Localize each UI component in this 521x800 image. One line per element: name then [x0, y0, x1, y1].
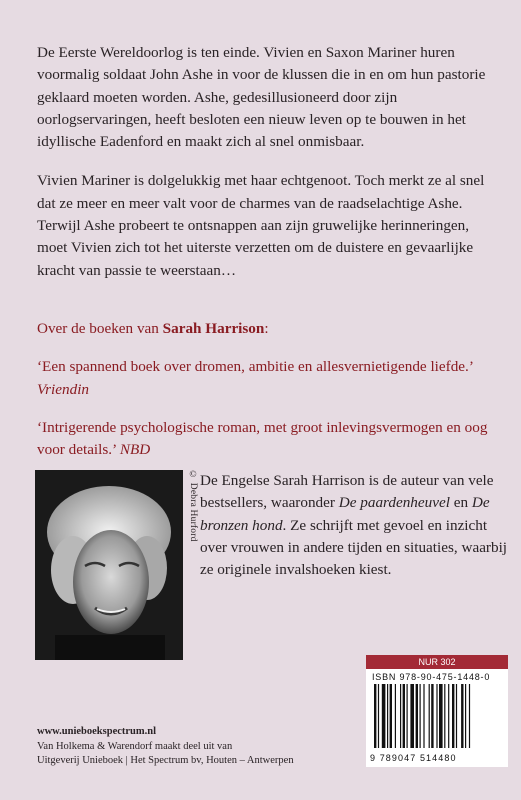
bio-text-1: De Engelse Sarah Harrison is de auteur van vele bestsellers, waaronder	[200, 472, 494, 512]
review-1	[37, 356, 502, 401]
bio-text-3: . Ze schrijft met gevoel en inzicht over vrouwen in andere tijden en situaties, waarbij ze originele invalshoeken kiest.	[200, 516, 508, 579]
review-1-quote: ‘Een spannend boek over dromen, ambitie en allesvernietigende liefde.’	[37, 358, 474, 376]
publisher-url: www.unieboekspectrum.nl	[37, 726, 157, 737]
blurb	[37, 42, 495, 299]
bio-book-title-1: De paardenheuvel	[338, 494, 450, 512]
publisher-info	[37, 725, 367, 769]
author-photo	[35, 470, 183, 660]
review-2-quote: ‘Intrigerende psychologische roman, met groot inlevingsvermogen en oog voor details.’	[37, 418, 488, 459]
barcode-digits: 9 789047 514480	[370, 753, 457, 763]
reviews-intro	[37, 318, 502, 340]
barcode-icon	[374, 684, 500, 748]
reviews-intro-colon: :	[264, 320, 269, 337]
blurb-paragraph-1: De Eerste Wereldoorlog is ten einde. Vivien en Saxon Mariner huren voormalig soldaat John Ashe in voor de klussen die in en om hun pastorie geklaard moeten worden. Ashe, gedesillusioneerd door zijn oorlogservaringen, heeft besloten een nieuw leven op te bouwen in het idyllische Eadenford en maakt zich al snel onmisbaar.	[37, 44, 486, 151]
review-2-source: NBD	[119, 441, 151, 459]
isbn-label: ISBN 978-90-475-1448-0	[372, 672, 491, 682]
bio-text-2: en	[449, 494, 472, 512]
reviews	[37, 318, 502, 477]
publisher-line-2: Uitgeverij Unieboek | Het Spectrum bv, Houten – Antwerpen	[37, 755, 294, 766]
nur-label: NUR 302	[366, 655, 508, 669]
publisher-line-1: Van Holkema & Warendorf maakt deel uit van	[37, 740, 233, 752]
blurb-paragraph-2: Vivien Mariner is dolgelukkig met haar echtgenoot. Toch merkt ze al snel dat ze meer en meer valt voor de charmes van de raadselachtige Ashe. Terwijl Ashe probeert te ontsnappen aan zijn gruwelijke herinneringen, moet Vivien zich tot het uiterste verzetten om de duistere en gevaarlijke kracht van passie te weerstaan…	[37, 172, 485, 279]
review-1-source: Vriendin	[37, 380, 90, 398]
reviews-intro-text: Over de boeken van	[37, 320, 163, 337]
bio-book-title-2: De bronzen hond	[200, 494, 490, 534]
review-2	[37, 417, 502, 462]
reviews-author: Sarah Harrison	[162, 320, 265, 337]
photo-credit: © Debra Hurford	[188, 470, 198, 542]
author-bio	[200, 470, 510, 581]
barcode-box	[366, 655, 508, 767]
